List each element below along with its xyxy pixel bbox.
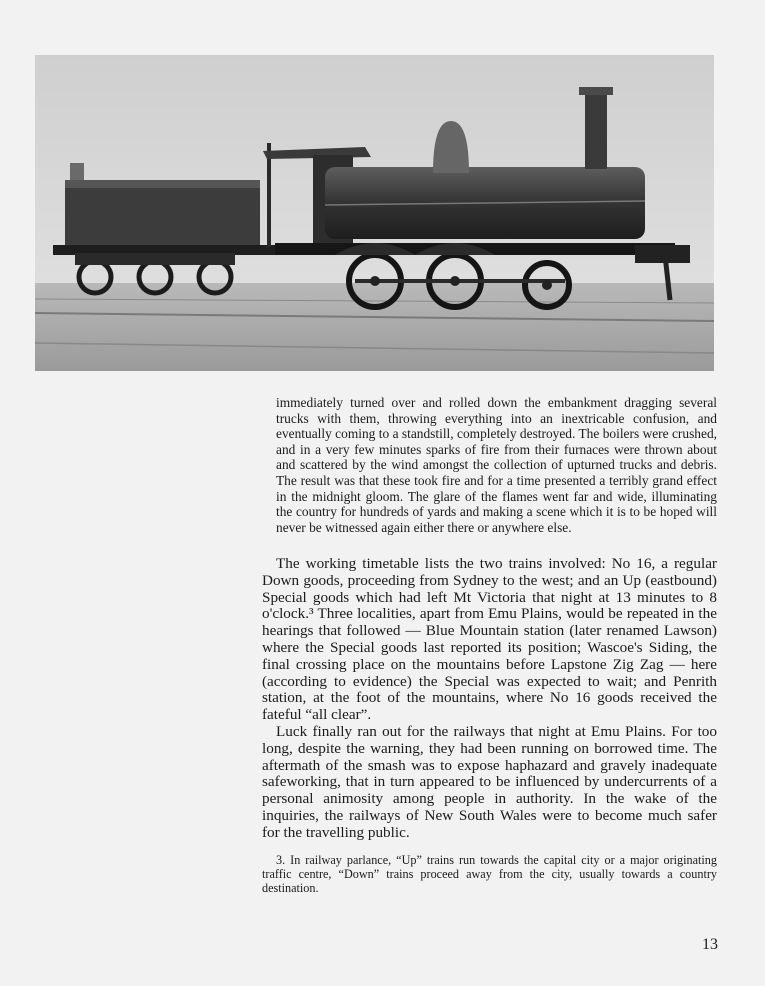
paragraph: The working timetable lists the two trains involved: No 16, a regular Down goods, proceeding from Sydney to the west; and an Up (eastbound) Special goods which had left Mt Victoria that night at 13 minutes to 8 o'clock.³ Three localities, apart from Emu Plains, would be repeated in the hearings that followed — Blue Mountain station (later renamed Lawson) where the Special goods last reported its position; Wascoe's Siding, the final crossing place on the mountains before Lapstone Zig Zag — here (according to evidence) the Special was expected to wait; and Penrith station, at the foot of the mountains, where No 16 goods received the fateful “all clear”. bbox=[262, 555, 717, 724]
locomotive-photograph bbox=[35, 55, 714, 371]
page-number: 13 bbox=[702, 936, 718, 953]
footnote: 3. In railway parlance, “Up” trains run towards the capital city or a major originating traffic centre, “Down” trains proceed away from the city, usually towards a country destination. bbox=[262, 853, 717, 896]
paragraph: Luck finally ran out for the railways that night at Emu Plains. For too long, despite the warning, they had been running on borrowed time. The aftermath of the smash was to expose haphazard and gravely inadequate safeworking, that in turn appeared to be influenced by undercurrents of a personal animosity among people in authority. In the wake of the inquiries, the railways of New South Wales were to become much safer for the travelling public. bbox=[262, 722, 717, 841]
body-text bbox=[262, 556, 717, 842]
quoted-passage: immediately turned over and rolled down the embankment dragging several trucks with them, throwing everything into an inextricable confusion, and eventually coming to a standstill, completely destroyed. The boilers were crushed, and in a very few minutes sparks of fire from their furnaces were thrown about and scattered by the wind amongst the collection of upturned trucks and debris. The result was that these took fire and for a time presented a terribly grand effect in the midnight gloom. The glare of the flames went far and wide, illuminating the country for hundreds of yards and making a scene which it is to be hoped will never be witnessed again either there or anywhere else. bbox=[276, 395, 717, 535]
